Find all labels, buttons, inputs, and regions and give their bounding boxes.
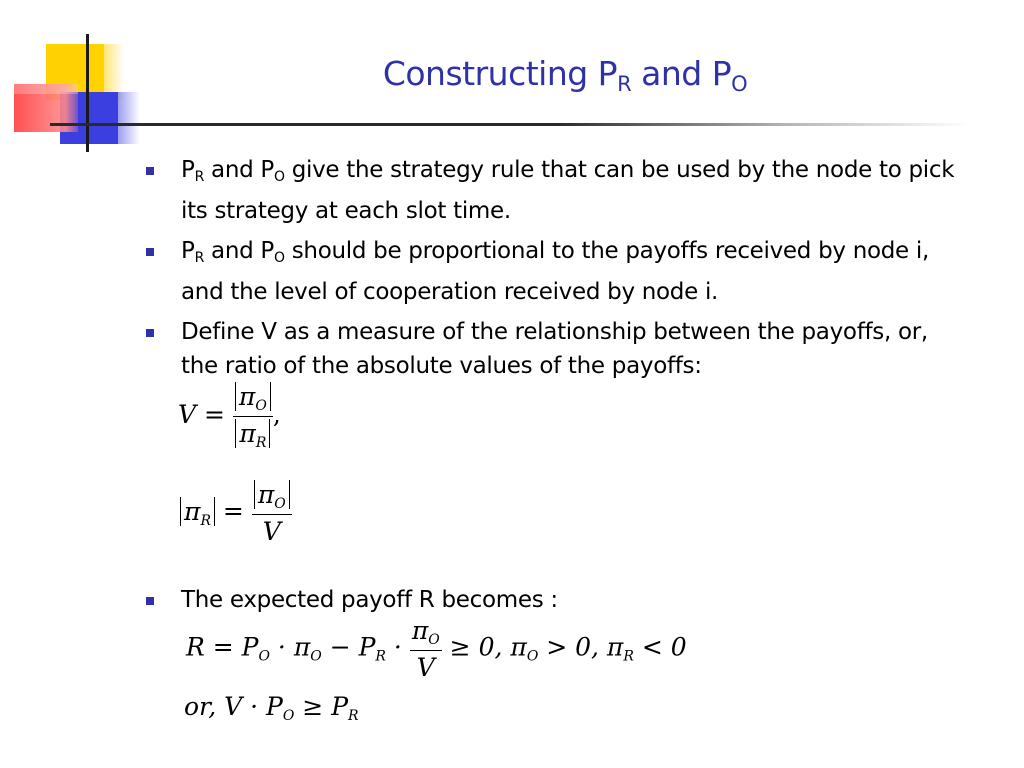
logo-vertical-line	[86, 34, 89, 152]
eq1-equals: =	[196, 400, 233, 429]
bullet-text: should be proportional to the payoffs received by node i, and the level of cooperation received by node i.	[181, 238, 930, 305]
bullet-item	[146, 153, 966, 228]
equation-expected-payoff	[186, 616, 687, 682]
title-subscript-o: O	[731, 72, 748, 96]
eq3-num-sub: O	[428, 632, 440, 648]
eq3-e: ≥ 0, π	[441, 632, 527, 662]
eq1-fraction	[233, 382, 273, 451]
eq1-num-sub: O	[255, 398, 267, 414]
equation-v-definition	[178, 382, 281, 451]
eq1-den-sub: R	[255, 435, 267, 451]
eq3-b: · π	[269, 632, 311, 662]
eq4-a-sub: O	[282, 708, 295, 724]
bullet-item	[146, 315, 966, 383]
bullet-list	[146, 150, 966, 383]
logo-blue-fade	[118, 92, 140, 144]
bullet-pre: P	[181, 238, 195, 264]
title-subscript-r: R	[617, 72, 632, 96]
eq2-lhs-sub: R	[200, 512, 211, 529]
eq3-c: − P	[321, 632, 376, 662]
eq3-d: ·	[385, 632, 410, 662]
eq2-fraction-bar	[252, 514, 292, 515]
bullet-sub: R	[194, 169, 205, 185]
bullet-pre: P	[181, 157, 195, 183]
bullet-sub: R	[194, 250, 205, 266]
title-text: Constructing P	[382, 54, 618, 93]
bullet-mid: and P	[204, 238, 274, 264]
eq3-num: π	[411, 616, 429, 645]
title-and: and P	[631, 54, 732, 93]
equation-pi-r	[180, 480, 292, 546]
eq3-fraction-bar	[410, 650, 442, 651]
eq1-num: π	[238, 382, 256, 411]
eq3-f: > 0, π	[538, 632, 624, 662]
eq3-f-sub: R	[623, 648, 634, 665]
equation-condition	[184, 692, 359, 724]
eq2-num-sub: O	[274, 496, 286, 512]
eq4-a: or, V · P	[184, 692, 283, 721]
bullet-text: give the strategy rule that can be used by the node to pick its strategy at each slot time.	[181, 157, 955, 224]
logo-red-highlight	[14, 84, 78, 94]
eq2-num: π	[257, 480, 275, 509]
bullet-mid: and P	[204, 157, 274, 183]
bullet-sub: O	[273, 250, 285, 266]
title-divider-line	[50, 123, 970, 126]
bullet-marker	[146, 167, 154, 175]
eq2-fraction	[252, 480, 292, 546]
eq1-lhs: V	[178, 400, 197, 429]
eq3-e-sub: O	[526, 648, 539, 665]
eq3-g: < 0	[633, 632, 687, 662]
bullet-text: The expected payoff R becomes :	[181, 587, 558, 613]
eq2-equals: =	[214, 496, 252, 526]
eq3-a: R = P	[186, 632, 259, 662]
slide-title	[300, 54, 830, 96]
bullet-item	[146, 234, 966, 309]
eq3-b-sub: O	[310, 648, 322, 665]
bullet-marker	[146, 329, 154, 337]
eq4-b: ≥ P	[294, 692, 349, 721]
bullet-sub: O	[273, 169, 285, 185]
bullet-marker	[146, 597, 154, 605]
eq2-lhs: π	[184, 496, 201, 526]
eq3-den: V	[416, 653, 435, 682]
eq1-den: π	[239, 419, 256, 448]
bullet-marker	[146, 248, 154, 256]
bullet-item	[146, 583, 558, 617]
eq1-fraction-bar	[233, 416, 273, 417]
eq2-den: V	[262, 517, 281, 546]
eq3-fraction	[410, 616, 442, 682]
eq4-b-sub: R	[348, 708, 359, 724]
eq1-comma: ,	[272, 400, 281, 429]
eq3-a-sub: O	[258, 648, 270, 665]
eq3-c-sub: R	[375, 648, 386, 665]
bullet-text: Define V as a measure of the relationship between the payoffs, or, the ratio of the absolute values of the payoffs:	[181, 319, 928, 379]
